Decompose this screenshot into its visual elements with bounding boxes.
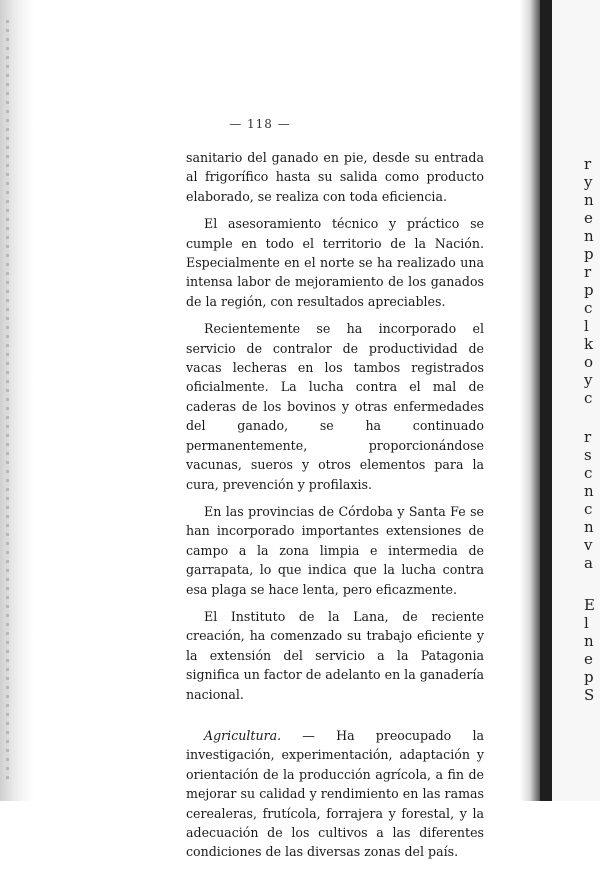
facing-page-letter: l bbox=[584, 317, 589, 335]
facing-page-letter: o bbox=[584, 353, 594, 371]
paragraph-garrapata: En las provincias de Córdoba y Santa Fe se han incorporado importantes extensiones de campo a la zona limpia e intermedia de garrapata, lo que indica que la lucha contra esa plaga se hace lenta, pero eficazmente. bbox=[186, 503, 484, 597]
facing-page-letter: p bbox=[584, 281, 594, 299]
facing-page-letter: n bbox=[584, 227, 594, 245]
section-lead-agricultura: Agricultura. bbox=[204, 727, 282, 743]
facing-page-letter: y bbox=[584, 173, 593, 191]
paragraph-contralor: Recientemente se ha incorporado el servicio de contralor de productividad de vacas lecheras en los tambos registrados oficialmente. La lucha contra el mal de caderas de los bovinos y otras enfermedades del ganado, se ha continuado permanentemente, proporcionándose vacunas, sueros y otros elementos para la cura, prevención y profilaxis. bbox=[186, 321, 484, 492]
facing-page-letter: c bbox=[584, 299, 593, 317]
page-gutter-shadow bbox=[520, 0, 542, 801]
book-spine bbox=[540, 0, 552, 801]
facing-page-letter: n bbox=[584, 518, 594, 536]
facing-page-letter: r bbox=[584, 428, 592, 446]
paragraph-agricultura bbox=[186, 726, 484, 862]
facing-page-letter: r bbox=[584, 263, 592, 281]
paragraph-asesoramiento: El asesoramiento técnico y práctico se cumple en todo el territorio de la Nación. Especialmente en el norte se ha realizado una intensa labor de mejoramiento de los ganados de la región, con resultados apreciables. bbox=[186, 216, 484, 309]
paragraph-sanitario: sanitario del ganado en pie, desde su entrada al frigorífico hasta su salida como producto elaborado, se realiza con toda eficiencia. bbox=[186, 150, 484, 204]
facing-page-letter: c bbox=[584, 464, 593, 482]
facing-page-letter: n bbox=[584, 482, 594, 500]
facing-page-letter: E bbox=[584, 596, 595, 614]
facing-page-letter: a bbox=[584, 554, 593, 572]
facing-page-letter: r bbox=[584, 155, 592, 173]
facing-page-letter: s bbox=[584, 446, 592, 464]
facing-page-letter: p bbox=[584, 668, 594, 686]
facing-page-letter: n bbox=[584, 191, 594, 209]
facing-page-letter: c bbox=[584, 500, 593, 518]
facing-page-letter: p bbox=[584, 245, 594, 263]
facing-page-edge bbox=[552, 0, 600, 801]
facing-page-letter: e bbox=[584, 209, 593, 227]
facing-page-letter: y bbox=[584, 371, 593, 389]
facing-page-letter: v bbox=[584, 536, 593, 554]
paragraph-agricultura-text: — Ha preocupado la investigación, experimentación, adaptación y orientación de la producción agrícola, a fin de mejorar su calidad y rendimiento en las ramas cerealeras, frutícola, forrajera y forestal, y la adecuación de los cultivos a las diferentes condiciones de las diversas zonas del país. bbox=[186, 727, 484, 860]
page-number: — 118 — bbox=[229, 117, 291, 131]
facing-page-letter: S bbox=[584, 686, 595, 704]
facing-page-letter: l bbox=[584, 614, 589, 632]
facing-page-letter: k bbox=[584, 335, 594, 353]
facing-page-letter: c bbox=[584, 389, 593, 407]
paragraph-instituto-lana: El Instituto de la Lana, de reciente creación, ha comenzado su trabajo eficiente y la extensión del servicio a la Patagonia significa un factor de adelanto en la ganadería nacional. bbox=[186, 608, 484, 702]
facing-page-letter: e bbox=[584, 650, 593, 668]
facing-page-letter: n bbox=[584, 632, 594, 650]
body-text bbox=[186, 148, 484, 870]
